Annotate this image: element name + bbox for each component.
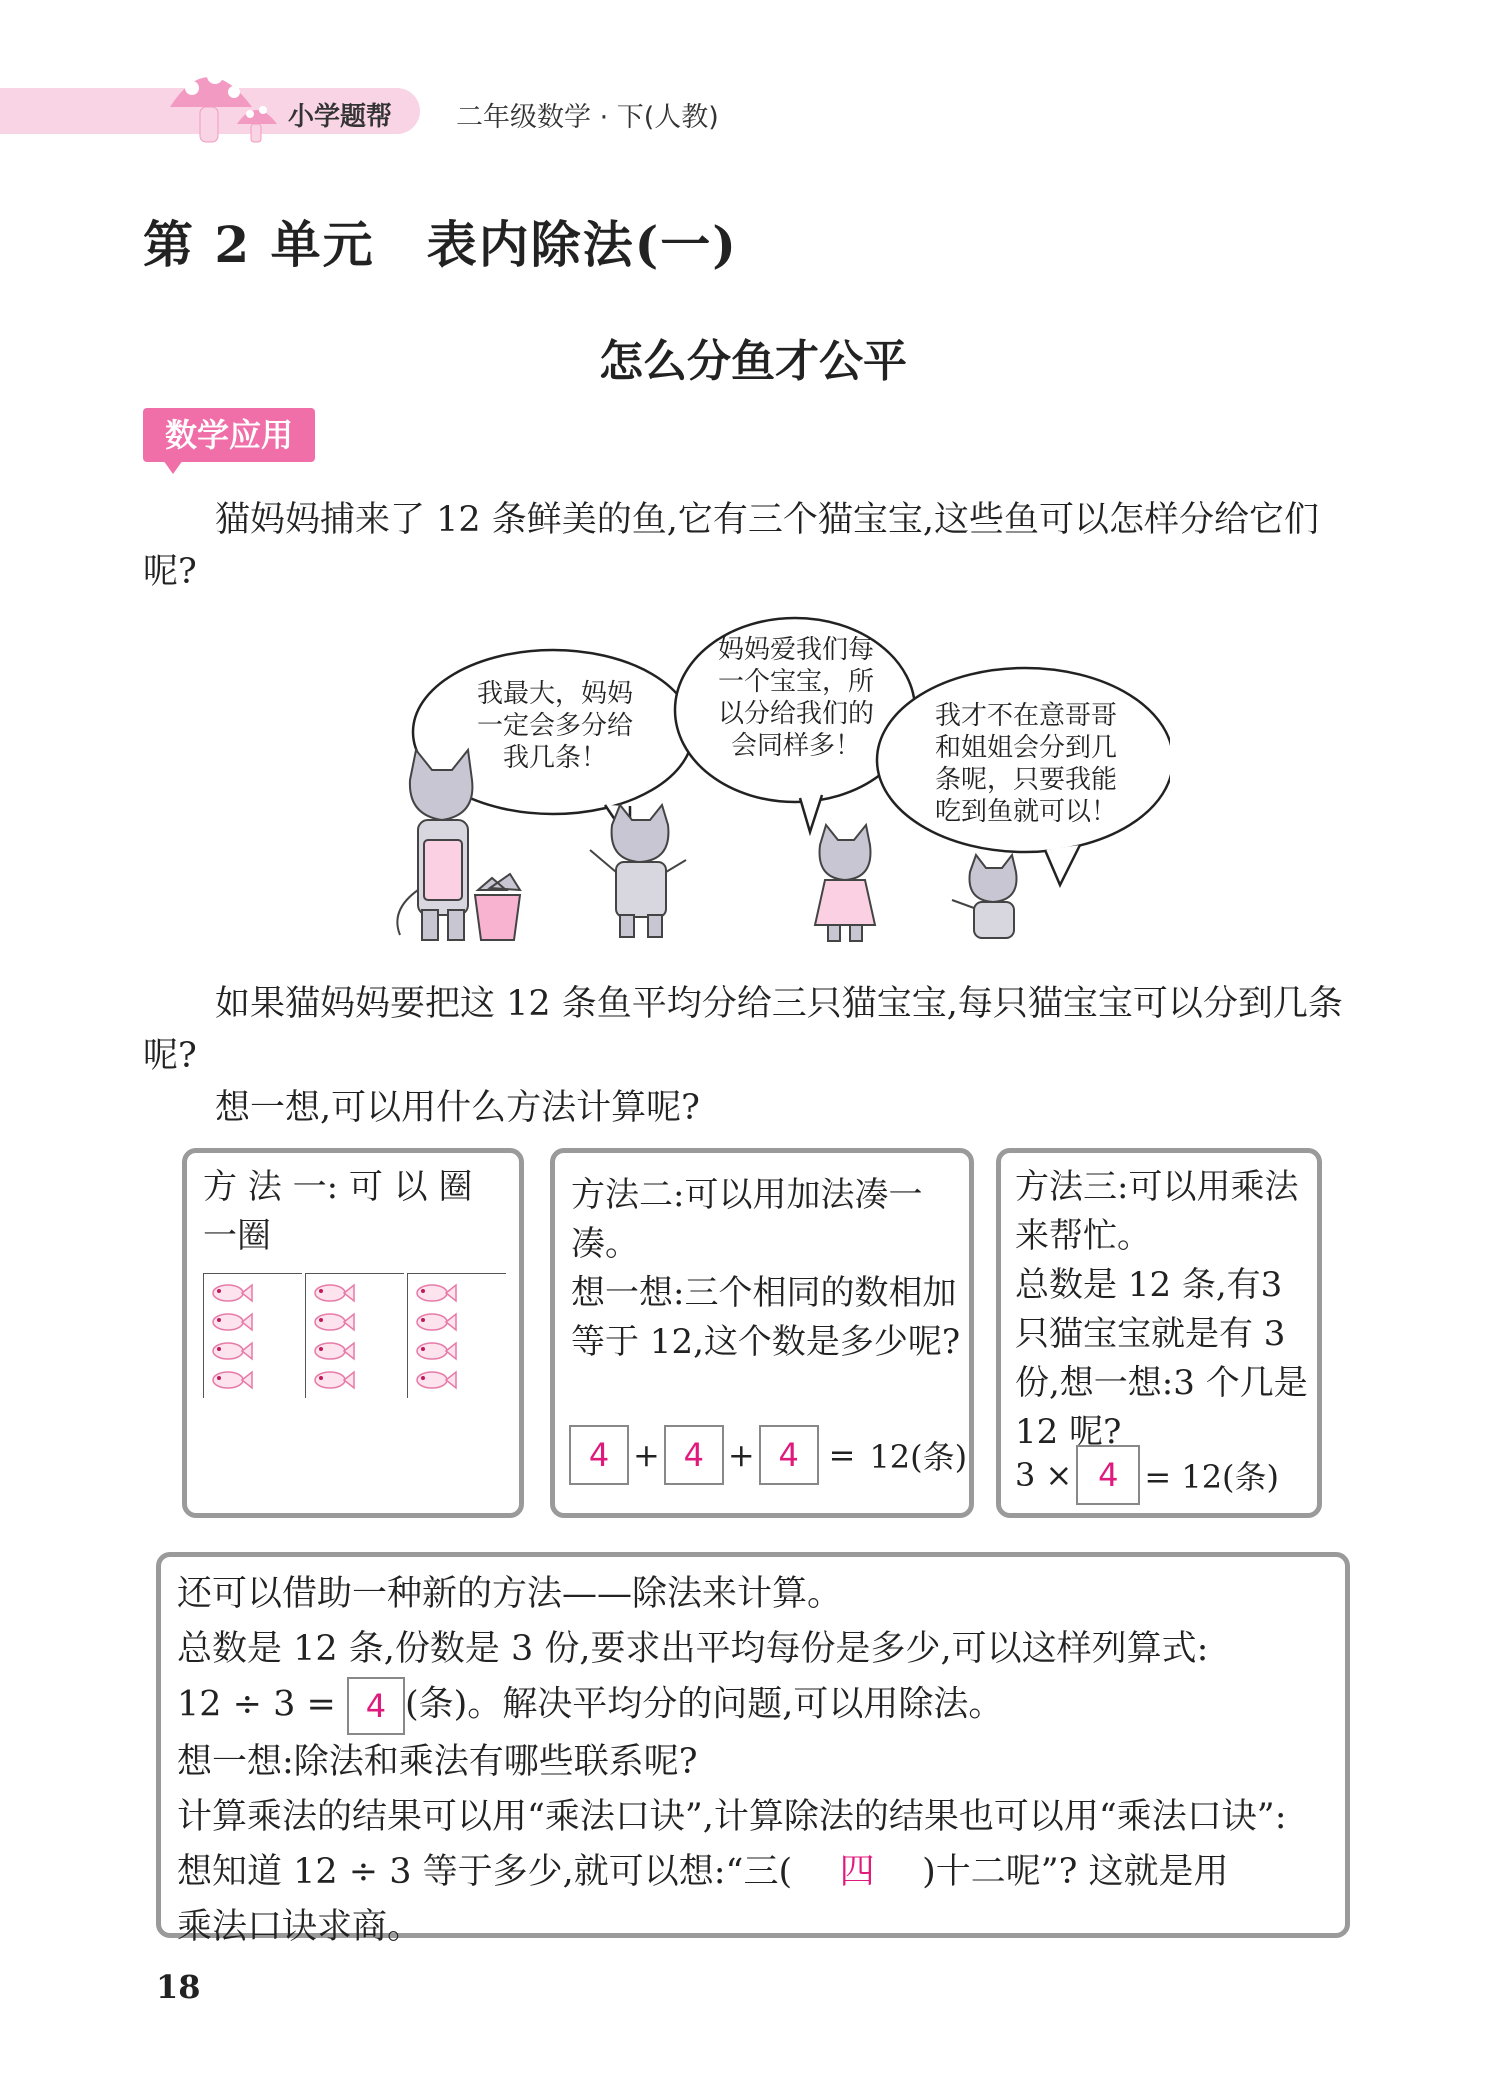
fish-icon [310,1280,358,1306]
speech-bubble-1: 我最大，妈妈 一定会多分给 我几条！ [476,679,633,773]
answer-box-addend-1[interactable]: 4 [569,1425,629,1485]
unit-title: 第 2 单元 表内除法(一) [143,215,738,274]
think-prompt: 想一想,可以用什么方法计算呢? [215,1088,700,1128]
rhyme-answer[interactable]: 四 [839,1852,875,1892]
small-mushroom-icon [232,96,282,146]
fish-icon [208,1280,256,1306]
summary-line-4: 想一想:除法和乘法有哪些联系呢? [177,1742,698,1782]
fish-icon [412,1280,460,1306]
header-book-title: 二年级数学 · 下(人教) [456,102,719,133]
division-expression: 12 ÷ 3 = [177,1684,336,1725]
answer-box-multiplier[interactable]: 4 [1076,1445,1140,1505]
fish-icon [412,1309,460,1335]
summary-line-5: 计算乘法的结果可以用“乘法口诀”,计算除法的结果也可以用“乘法口诀”: [177,1797,1287,1837]
fish-icon [208,1309,256,1335]
method-two-text: 方法二:可以用加法凑一凑。 想一想:三个相同的数相加等于 12,这个数是多少呢? [571,1175,961,1362]
kitten-boy [590,805,686,937]
summary-line-1: 还可以借助一种新的方法——除法来计算。 [177,1574,843,1614]
fish-icon [412,1338,460,1364]
plus-sign: + [727,1436,755,1474]
mother-cat [397,750,472,940]
fish-bucket [475,874,520,940]
page-number: 18 [156,1968,201,2006]
fish-group [407,1273,506,1398]
method-three-text: 方法三:可以用乘法来帮忙。 总数是 12 条,有3 只猫宝宝就是有 3 份,想一想:3 个几是 12 呢? [1015,1167,1308,1452]
plus-sign: + [633,1436,660,1474]
fish-icon [208,1367,256,1393]
fish-icon [310,1338,358,1364]
kitten-girl [815,825,875,941]
method-three-result: = 12(条) [1144,1458,1280,1496]
header-brand: 小学题帮 [288,102,393,132]
method-three-prefix: 3 × [1015,1456,1073,1494]
answer-box-addend-2[interactable]: 4 [664,1425,724,1485]
summary-line-3 [177,1677,1337,1735]
lesson-title: 怎么分鱼才公平 [599,336,907,387]
equals-sign: = [828,1436,856,1474]
method-one-box [182,1148,524,1518]
method-two-equation [569,1425,971,1485]
fish-icon [412,1367,460,1393]
method-one-text: 方 法 一: 可 以 圈 一圈 [203,1167,473,1256]
rhyme-suffix: )十二呢”? 这就是用 [922,1852,1229,1892]
section-tag-tail [163,460,183,474]
fish-icon [208,1338,256,1364]
speech-bubble-2: 妈妈爱我们每 一个宝宝，所 以分给我们的 会同样多！ [717,635,874,761]
rhyme-prefix: 想知道 12 ÷ 3 等于多少,就可以想:“三( [177,1852,793,1892]
method-two-result: 12(条) [869,1438,968,1476]
intro-paragraph: 猫妈妈捕来了 12 条鲜美的鱼,它有三个猫宝宝,这些鱼可以怎样分给它们呢? [143,500,1320,592]
summary-line-2: 总数是 12 条,份数是 3 份,要求出平均每份是多少,可以这样列算式: [177,1629,1209,1669]
fish-groups [203,1273,513,1423]
method-three-box [996,1148,1322,1518]
summary-line-7: 乘法口诀求商。 [177,1907,423,1947]
fish-group [305,1273,404,1398]
answer-box-quotient[interactable]: 4 [347,1677,405,1735]
fish-group [203,1273,302,1398]
question-paragraph: 如果猫妈妈要把这 12 条鱼平均分给三只猫宝宝,每只猫宝宝可以分到几条呢? [143,984,1343,1076]
speech-bubble-3: 我才不在意哥哥 和姐姐会分到几 条呢，只要我能 吃到鱼就可以！ [934,701,1117,827]
summary-line-6 [177,1845,1337,1900]
section-tag: 数学应用 [143,408,315,462]
method-two-box [550,1148,974,1518]
kitten-baby [952,855,1017,938]
fish-icon [310,1367,358,1393]
cats-illustration [380,610,1170,970]
fish-icon [310,1309,358,1335]
division-conclusion: (条)。解决平均分的问题,可以用除法。 [404,1684,1004,1725]
method-three-equation [1015,1445,1283,1505]
summary-box [156,1552,1350,1947]
answer-box-addend-3[interactable]: 4 [759,1425,819,1485]
